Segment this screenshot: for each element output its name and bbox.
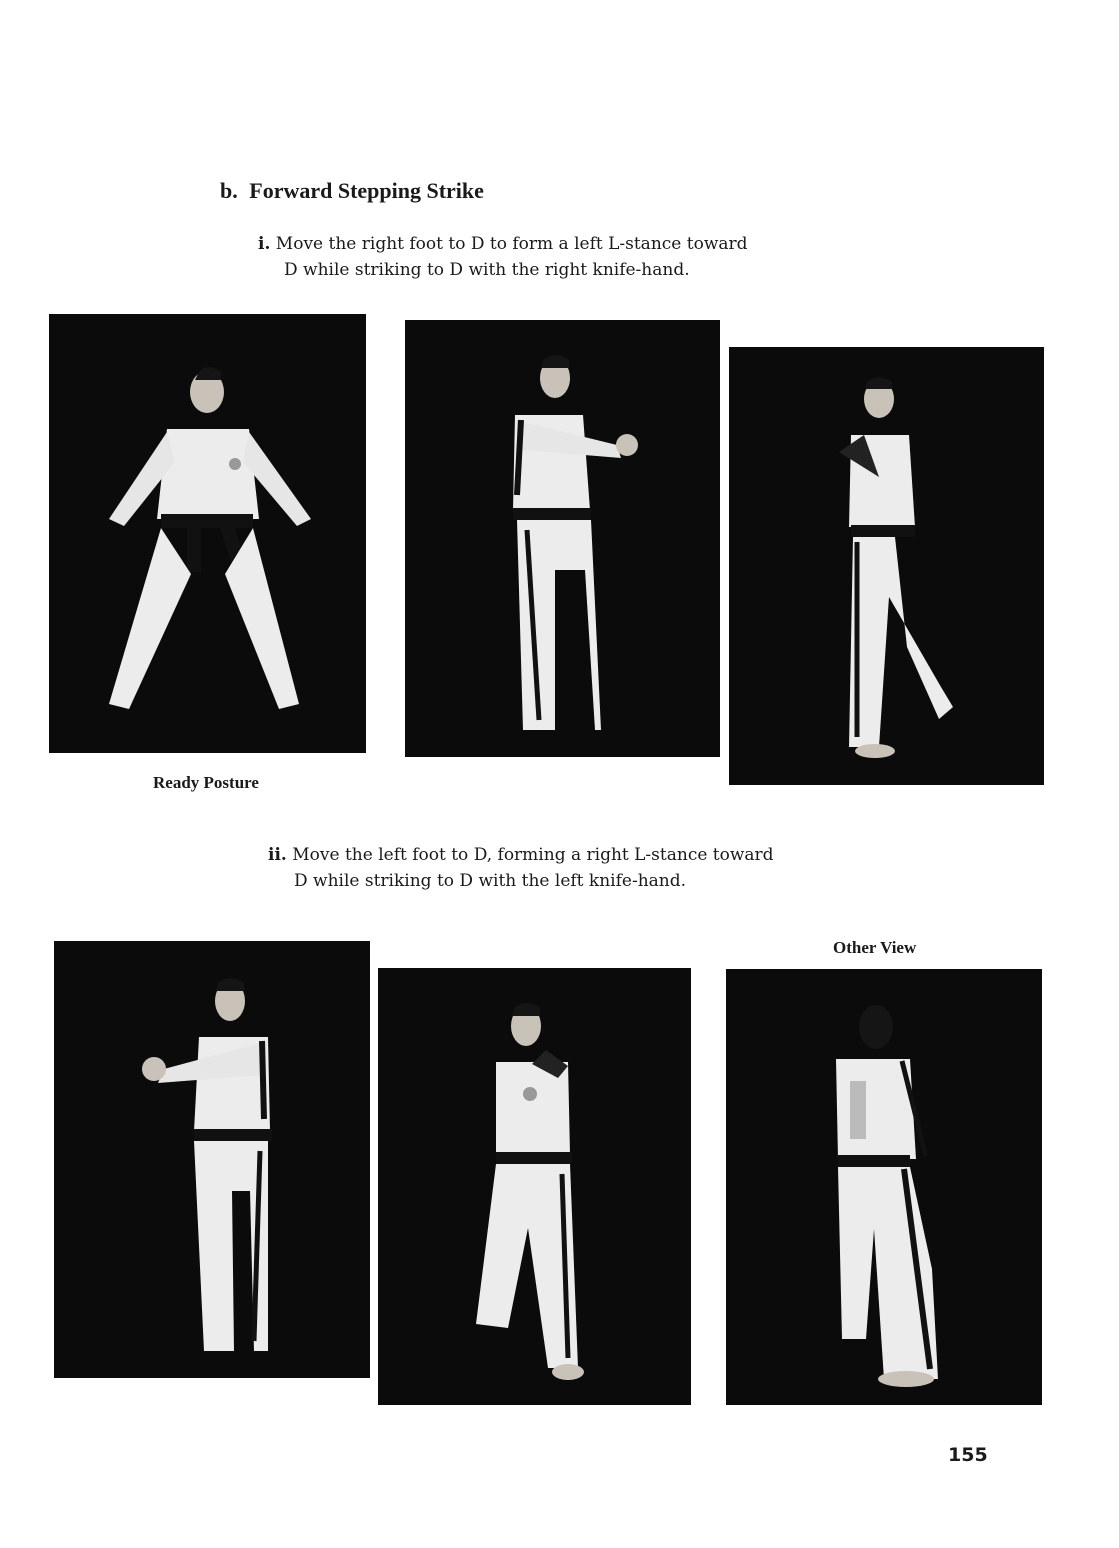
step-line: D while striking to D with the right knife-hand. (284, 260, 690, 280)
photo-step-ii-b (378, 968, 691, 1405)
step-i-instruction (258, 231, 748, 283)
photo-step-i-a (405, 320, 720, 757)
photo-step-i-b (729, 347, 1044, 785)
section-heading (220, 178, 484, 204)
step-marker: i. (258, 234, 271, 254)
step-line: Move the left foot to D, forming a right L-stance toward (292, 845, 774, 865)
page-number: 155 (948, 1444, 988, 1466)
step-marker: ii. (268, 845, 287, 865)
photo-ready-posture (49, 314, 366, 753)
photo-other-view (726, 969, 1042, 1405)
caption-other-view: Other View (833, 938, 917, 957)
step-line: Move the right foot to D to form a left L-stance toward (275, 234, 748, 254)
section-title: Forward Stepping Strike (249, 178, 484, 203)
step-line: D while striking to D with the left knife-hand. (294, 871, 687, 891)
photo-step-ii-a (54, 941, 370, 1378)
caption-ready-posture: Ready Posture (153, 773, 259, 792)
step-ii-instruction (268, 842, 774, 894)
section-marker: b. (220, 178, 238, 203)
